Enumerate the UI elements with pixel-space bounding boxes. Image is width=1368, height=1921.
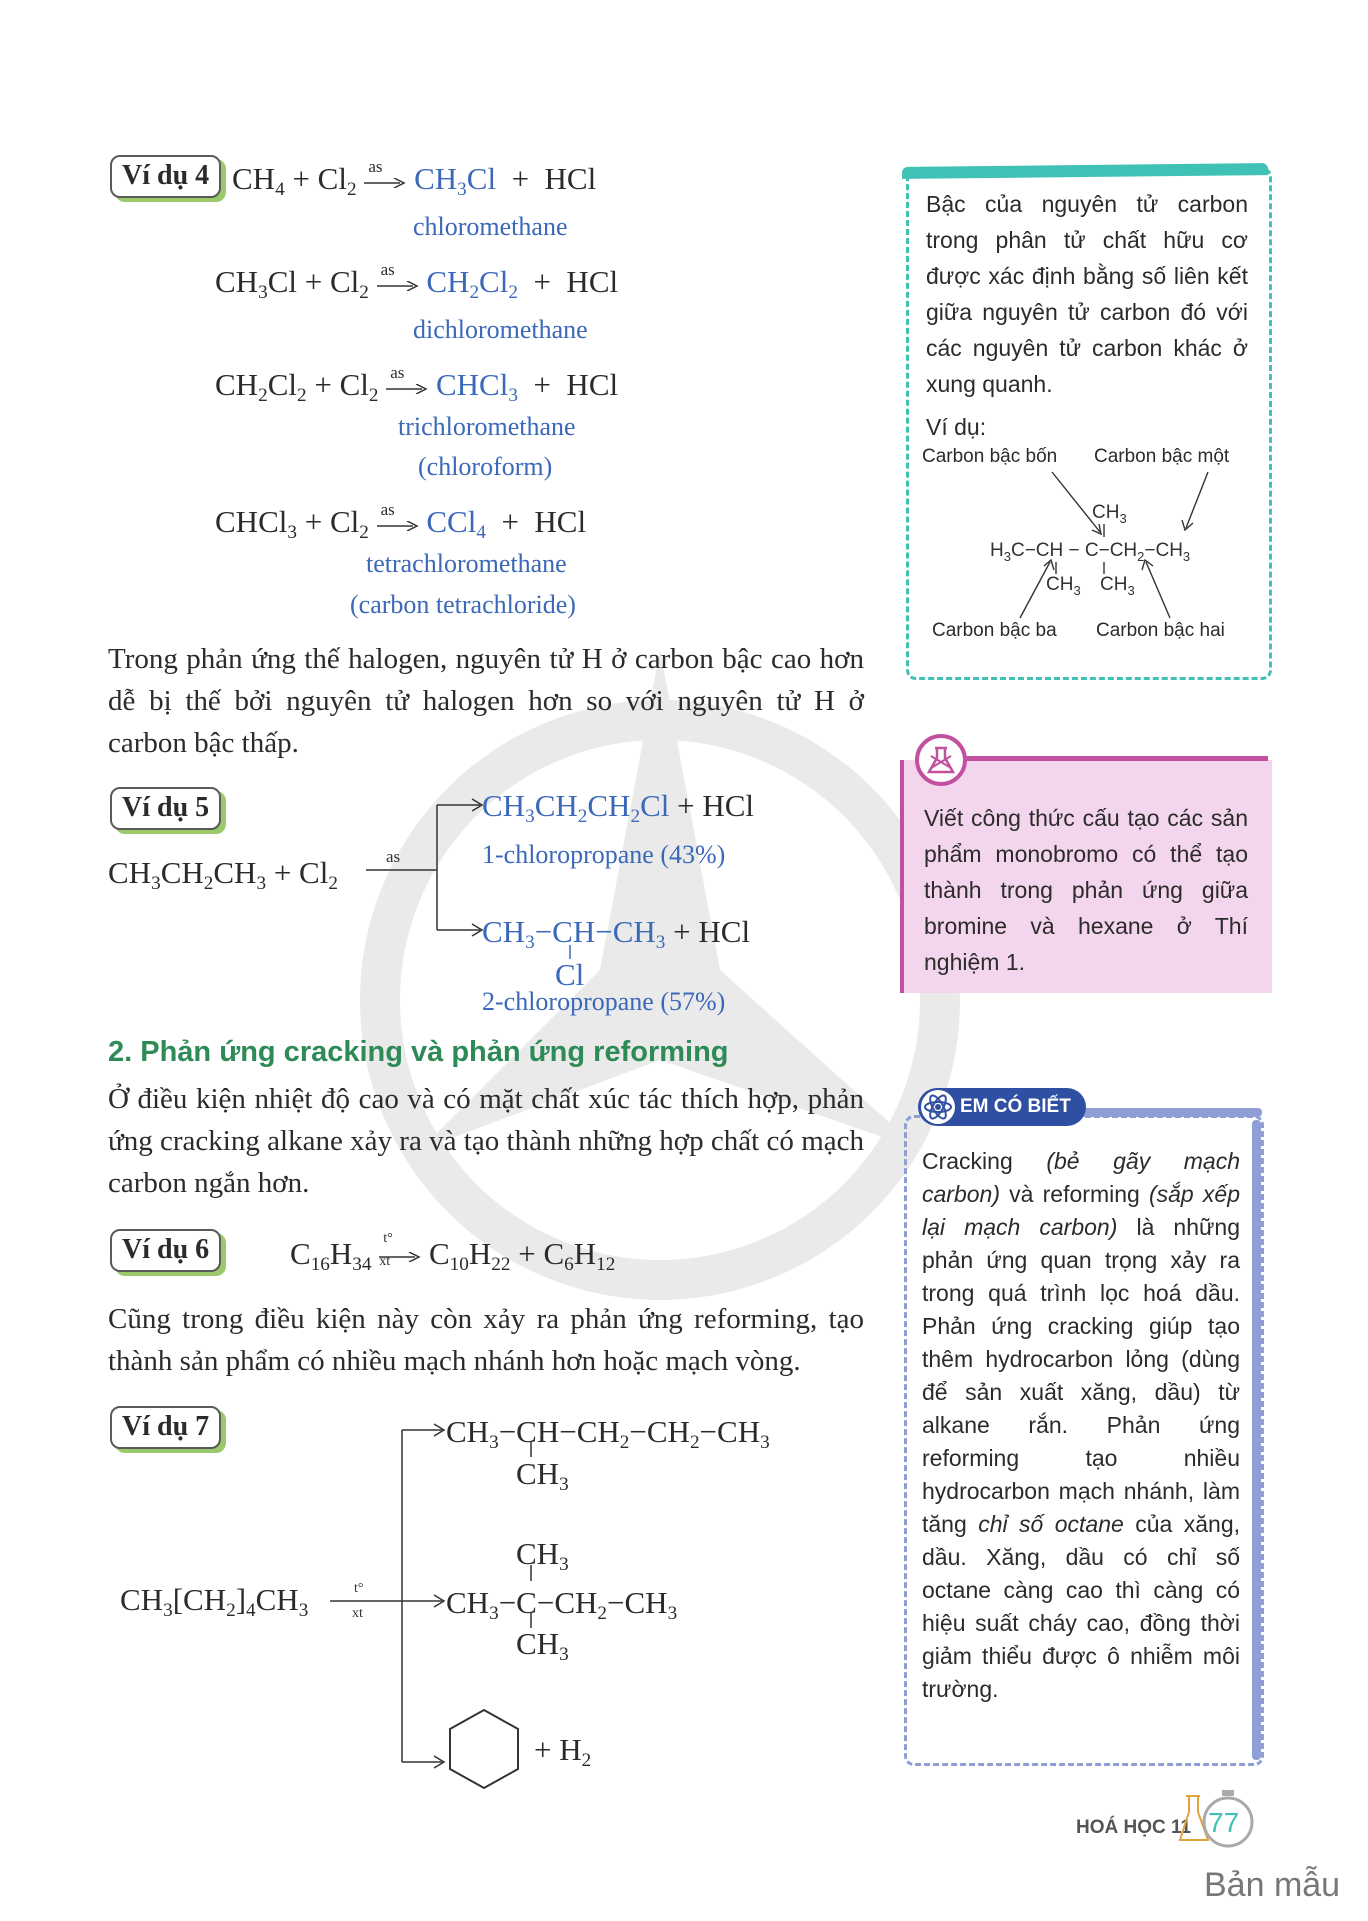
bond-line bbox=[526, 1565, 536, 1583]
product-2-methylpentane: $CH_3-CH-CH_2-CH_2-CH_3$ bbox=[446, 1414, 770, 1454]
equation-4a: $CH_4 + Cl_2$ as $CH_3Cl$ + HCl bbox=[232, 156, 597, 201]
product-2-chloropropane: $CH_3-CH-CH_3$ + HCl bbox=[482, 914, 751, 954]
chloro-substituent: Cl bbox=[555, 957, 585, 992]
did-you-know-badge bbox=[918, 1088, 1086, 1126]
label-primary-carbon: Carbon bậc một bbox=[1094, 446, 1230, 467]
section-heading: 2. Phản ứng cracking và phản ứng reforming bbox=[108, 1036, 729, 1068]
badge-label: EM CÓ BIẾT bbox=[960, 1096, 1071, 1117]
example5-label: Ví dụ 5 bbox=[110, 787, 221, 830]
reforming-branch-arrow bbox=[330, 1420, 450, 1780]
reaction-arrow: as bbox=[364, 172, 406, 192]
methyl-substituent: $CH_3$ bbox=[516, 1626, 569, 1666]
did-you-know-side-band bbox=[1252, 1120, 1261, 1760]
equation-4b: $CH_3Cl + Cl_2$ as $CH_2Cl_2$ + HCl bbox=[215, 259, 619, 304]
exercise-text: Viết công thức cấu tạo các sản phẩm monobromo có thể tạo thành trong phản ứng giữa bromine và hexane ở Thí nghiệm 1. bbox=[924, 805, 1248, 975]
did-you-know-text: Cracking (bẻ gãy mạch carbon) và reforming (sắp xếp lại mạch carbon) là những phản ứng quan trọng xảy ra trong quá trình lọc hoá dầu. Phản ứng cracking giúp tạo thêm hydrocarbon lỏng (dùng để sản xuất xăng, dầu) từ alkane rắn. Phản ứng reforming tạo nhiều hydrocarbon mạch nhánh, làm tăng chỉ số octane của xăng, dầu. Xăng, dầu có chỉ số octane càng cao thì càng có hiệu suất cháy cao, đồng thời giảm thiểu được ô nhiễm môi trường. bbox=[922, 1148, 1241, 1702]
product-name: (carbon tetrachloride) bbox=[350, 590, 576, 619]
example4-label: Ví dụ 4 bbox=[110, 155, 221, 198]
label-quaternary-carbon: Carbon bậc bốn bbox=[922, 446, 1058, 467]
product-name: tetrachloromethane bbox=[366, 549, 567, 578]
svg-text:as: as bbox=[386, 847, 401, 866]
product-name: trichloromethane bbox=[398, 412, 576, 441]
reactant-hexane: $CH_3[CH_2]_4CH_3$ bbox=[120, 1582, 309, 1622]
sample-stamp: Bản mẫu bbox=[1204, 1866, 1341, 1904]
example7-badge bbox=[110, 1406, 221, 1449]
atom-icon bbox=[920, 1089, 956, 1125]
exercise-box-top-rule bbox=[932, 756, 1268, 761]
paragraph-halogen-substitution: Trong phản ứng thế halogen, nguyên tử H ở carbon bậc cao hơn dễ bị thế bởi nguyên tử halogen hơn so với nguyên tử H ở carbon bậc thấp. bbox=[108, 643, 864, 759]
reaction-arrow: as bbox=[377, 275, 419, 295]
example6-label: Ví dụ 6 bbox=[110, 1229, 221, 1272]
example5-badge bbox=[110, 787, 221, 830]
product-name: chloromethane bbox=[413, 212, 568, 241]
reaction-arrow: t° xt bbox=[379, 1247, 421, 1267]
cyclohexane-ring-icon bbox=[444, 1706, 524, 1792]
reactant-propane: $CH_3CH_2CH_3 + Cl_2$ bbox=[108, 855, 338, 895]
product-name: 2-chloropropane (57%) bbox=[482, 987, 726, 1016]
svg-text:CH3: $CH_3$ bbox=[1100, 574, 1135, 598]
branch-arrow bbox=[362, 790, 492, 940]
paragraph-reforming: Cũng trong điều kiện này còn xảy ra phản ứng reforming, tạo thành sản phẩm có nhiều mạch nhánh hơn hoặc mạch vòng. bbox=[108, 1303, 864, 1377]
carbon-order-structure-diagram bbox=[980, 470, 1250, 620]
book-title: HOÁ HỌC 11 bbox=[1076, 1817, 1192, 1838]
label-secondary-carbon: Carbon bậc hai bbox=[1096, 620, 1225, 641]
example7-label: Ví dụ 7 bbox=[110, 1406, 221, 1449]
svg-text:CH3: $CH_3$ bbox=[1092, 502, 1127, 526]
equation-4d: CHCl$_3$ + $Cl_2$ as CCl$_4$ + HCl bbox=[215, 499, 587, 544]
svg-text:xt: xt bbox=[352, 1606, 363, 1621]
product-name: dichloromethane bbox=[413, 315, 588, 344]
equation-4c: $CH_2Cl_2 + Cl_2$ as CHCl$_3$ + HCl bbox=[215, 362, 619, 407]
methyl-substituent: $CH_3$ bbox=[516, 1456, 569, 1496]
label-tertiary-carbon: Carbon bậc ba bbox=[932, 620, 1057, 641]
svg-text:H3C−CH − C−CH2−CH3: $H_3C-CH - C-CH_2-CH_3$ bbox=[990, 540, 1191, 564]
methyl-substituent: $CH_3$ bbox=[516, 1536, 569, 1576]
product-name: 1-chloropropane (43%) bbox=[482, 840, 726, 869]
example6-badge bbox=[110, 1229, 221, 1272]
page-number: 77 bbox=[1208, 1807, 1240, 1838]
reaction-arrow: as bbox=[386, 378, 428, 398]
carbon-order-text: Bậc của nguyên tử carbon trong phân tử chất hữu cơ được xác định bằng số liên kết giữa nguyên tử carbon đó với các nguyên tử carbon khác ở xung quanh. bbox=[926, 191, 1248, 397]
example4-badge bbox=[110, 155, 221, 198]
product-1-chloropropane: $CH_3CH_2CH_2Cl$ + HCl bbox=[482, 788, 755, 828]
equation-cracking: $C_{16}H_{34}$ t° xt $C_{10}H_{22} + C_6H_{12}$ bbox=[290, 1230, 616, 1276]
svg-text:t°: t° bbox=[354, 1581, 364, 1596]
vidu-label: Ví dụ: bbox=[926, 414, 987, 440]
flask-icon bbox=[915, 734, 967, 786]
hydrogen-product: + $H_2$ bbox=[534, 1732, 592, 1772]
reaction-arrow: as bbox=[377, 515, 419, 535]
paragraph-cracking: Ở điều kiện nhiệt độ cao và có mặt chất xúc tác thích hợp, phản ứng cracking alkane xảy ra và tạo thành những hợp chất có mạch carbon ngắn hơn. bbox=[108, 1083, 864, 1199]
svg-text:CH3: $CH_3$ bbox=[1046, 574, 1081, 598]
product-dimethylbutane: $CH_3-C-CH_2-CH_3$ bbox=[446, 1585, 678, 1625]
product-name: (chloroform) bbox=[418, 452, 553, 481]
